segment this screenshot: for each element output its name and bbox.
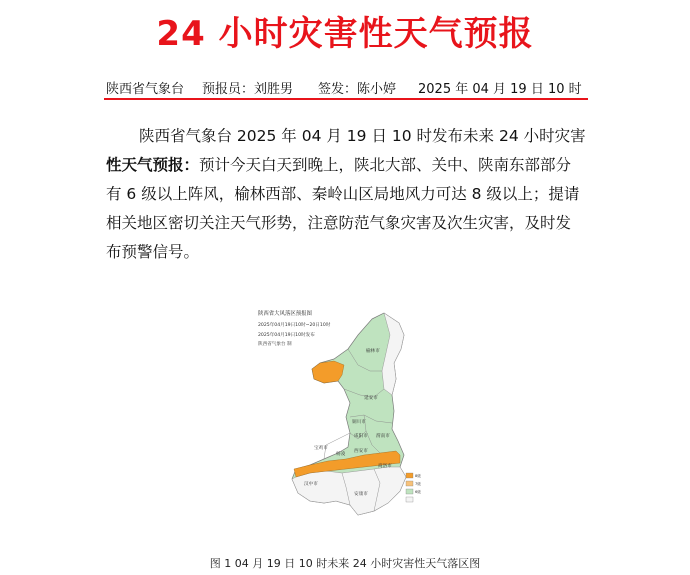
city-label-ankang: 安康市 (354, 492, 368, 497)
legend-swatch-8 (406, 473, 413, 478)
city-label-hanzhong: 汉中市 (304, 482, 318, 487)
city-label-tongchuan: 铜川市 (352, 420, 366, 425)
forecast-line-1: 陕西省气象台 2025 年 04 月 19 日 10 时发布未来 24 小时灾害 (139, 127, 586, 145)
header-divider (104, 98, 588, 100)
map-issue-time: 2025年04月19日10时发布 (258, 333, 315, 338)
wind-forecast-map (254, 305, 436, 520)
legend-label-8: 8级 (415, 474, 421, 478)
map-legend (406, 473, 421, 502)
legend-label-7: 7级 (415, 482, 421, 486)
forecast-line-2 (106, 151, 590, 180)
legend-label-6: 6级 (415, 490, 421, 494)
issue-datetime: 2025 年 04 月 19 日 10 时 (418, 82, 582, 97)
map-header: 陕西省大风落区预报图 (258, 311, 312, 317)
city-label-yanan: 延安市 (364, 396, 378, 401)
legend-swatch-6 (406, 489, 413, 494)
figure-caption: 图 1 04 月 19 日 10 时未来 24 小时灾害性天气落区图 (209, 557, 481, 570)
city-label-xian: 西安市 (354, 449, 368, 454)
issuer-name: 签发：陈小婷 (318, 82, 397, 97)
forecaster-name: 预报员：刘胜男 (202, 82, 294, 97)
legend-swatch-none (406, 497, 413, 502)
forecast-line-2-text: 预计今天白天到晚上，陕北大部、关中、陕南东部部分 (199, 156, 572, 174)
city-label-yulin: 榆林市 (366, 349, 380, 354)
forecast-line-3: 有 6 级以上阵风，榆林西部、秦岭山区局地风力可达 8 级以上；提请 (106, 185, 580, 203)
city-label-baoji: 宝鸡市 (314, 446, 328, 451)
map-valid-time: 2025年04月19日10时~20日10时 (258, 323, 331, 328)
city-label-shangluo: 商洛市 (378, 464, 392, 469)
forecast-line-4: 相关地区密切关注天气形势，注意防范气象灾害及次生灾害，及时发 (106, 214, 572, 232)
forecast-line-5: 布预警信号。 (106, 243, 200, 261)
map-issuer: 陕西省气象台 制 (258, 342, 292, 347)
legend-swatch-7 (406, 481, 413, 486)
issue-info-bar (106, 78, 586, 98)
city-label-weinan: 渭南市 (376, 434, 390, 439)
no-wind-area-south (292, 467, 406, 515)
forecast-label: 性天气预报： (106, 156, 200, 174)
city-label-yangling: 杨凌 (336, 452, 346, 457)
agency-name: 陕西省气象台 (106, 82, 185, 97)
forecast-text (106, 122, 590, 267)
city-label-xianyang: 咸阳市 (354, 434, 368, 439)
page-title: 24 小时灾害性天气预报 (156, 14, 534, 54)
